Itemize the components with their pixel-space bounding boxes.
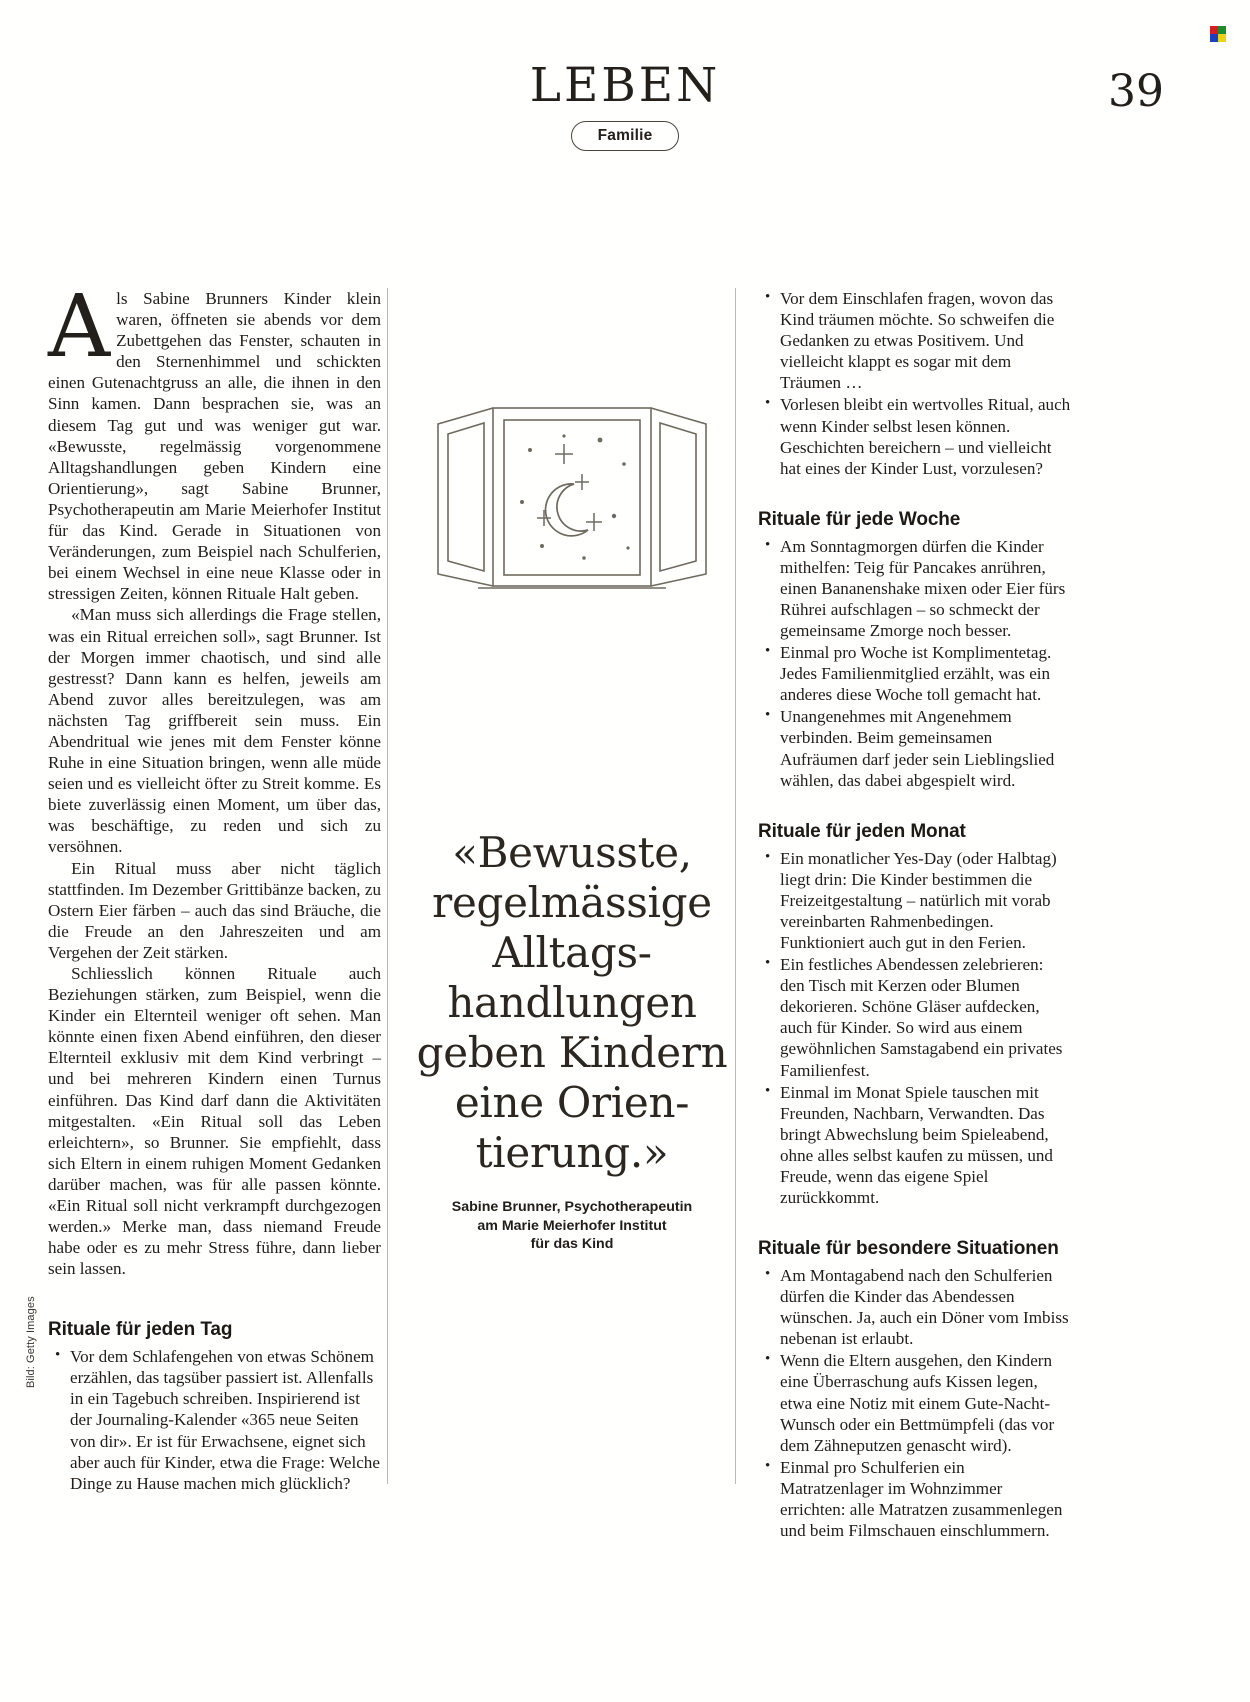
section-heading-jeden-tag: Rituale für jeden Tag: [48, 1319, 233, 1341]
list-item: • Vorlesen bleibt ein wertvolles Ritual, auch wenn Kinder selbst lesen können. Geschichten bereichern – und vielleicht hat eines der Kinder Lust, vorzulesen?: [780, 394, 1071, 478]
pull-quote-line: handlungen: [447, 978, 697, 1027]
page-number: 39: [1108, 66, 1164, 117]
pull-quote-line: «Bewusste,: [452, 828, 692, 877]
column-divider-left: [387, 288, 388, 1484]
section-heading-besondere-situationen: Rituale für besondere Situationen: [758, 1238, 1059, 1260]
pull-quote-block: [414, 828, 730, 1254]
photo-credit: Bild: Getty Images: [25, 1296, 37, 1388]
list-item: • Vor dem Einschlafen fragen, wovon das Kind träumen möchte. So schweifen die Gedanken zu etwas Positivem. Und vielleicht klappt es sogar mit dem Träumen …: [780, 288, 1071, 393]
column-left: [48, 277, 381, 1495]
bullet-list-jeden-tag-cont: [758, 288, 1071, 479]
list-item: • Am Montagabend nach den Schulferien dürfen die Kinder das Abendessen wünschen. Ja, auch ein Döner vom Imbiss nebenan ist erlaubt.: [780, 1265, 1071, 1349]
reg-swatch-red: [1210, 26, 1218, 34]
list-item: • Ein monatlicher Yes-Day (oder Halbtag) liegt drin: Die Kinder bestimmen die Freizeitgestaltung – natürlich mit vorab vereinbarten Rahmenbedingen. Funktioniert auch gut in den Ferien.: [780, 848, 1071, 953]
list-item: • Einmal pro Schulferien ein Matratzenlager im Wohnzimmer errichten: alle Matratzen zusammenlegen und beim Filmschauen einschlummern.: [780, 1457, 1071, 1541]
column-right: [758, 288, 1071, 1542]
article-body: [48, 277, 381, 1279]
bullet-list-jeden-tag: [48, 1346, 381, 1494]
attribution-line: am Marie Meierhofer Institut: [477, 1217, 667, 1234]
registration-color-mark: [1210, 26, 1226, 42]
bullet-list-jede-woche: [758, 536, 1071, 791]
column-divider-right: [735, 288, 736, 1484]
list-item: • Einmal im Monat Spiele tauschen mit Freunden, Nachbarn, Verwandten. Das bringt Abwechslung beim Spieleabend, ohne alles selbst kaufen zu müssen, und Freude, wenn das eigene Spiel zurückkommt.: [780, 1082, 1071, 1209]
section-heading-jede-woche: Rituale für jede Woche: [758, 508, 961, 530]
pull-quote-line: eine Orien-: [454, 1078, 690, 1127]
bullet-list-jeden-monat: [758, 848, 1071, 1209]
list-item: • Unangenehmes mit Angenehmem verbinden. Beim gemeinsamen Aufräumen darf jeder sein Lieblingslied wählen, das dabei abgespielt wird.: [780, 706, 1071, 790]
pull-quote-line: Alltags-: [492, 928, 652, 977]
list-item: • Wenn die Eltern ausgehen, den Kindern eine Überraschung aufs Kissen legen, etwa eine Notiz mit einem Gute-Nacht-Wunsch oder ein Bettmümpfeli (das vor dem Zähneputzen genascht wird).: [780, 1350, 1071, 1455]
lead-paragraph: [48, 277, 381, 604]
section-title: LEBEN: [529, 58, 721, 113]
attribution-line: für das Kind: [530, 1236, 614, 1252]
attribution-line: Sabine Brunner, Psychotherapeutin: [451, 1199, 693, 1215]
reg-swatch-yellow: [1218, 34, 1226, 42]
list-item: • Ein festliches Abendessen zelebrieren: den Tisch mit Kerzen oder Blumen dekorieren. Schöne Gläser aufdecken, auch für Kinder. So wird aus einem gewöhnlichen Samstagabend ein privates Familienfest.: [780, 954, 1071, 1081]
reg-swatch-blue: [1210, 34, 1218, 42]
pull-quote-text: [414, 828, 730, 1178]
lead-paragraph-text: ls Sabine Brunners Kinder klein waren, öffneten sie abends vor dem Zubettgehen das Fenster, schauten in den Sternenhimmel und schickten einen Gutenachtgruss an alle, die ihnen in den Sinn kamen. Dann besprachen sie, was an diesem Tag gut und was weniger gut war. «Bewusste, regelmässig vorgenommene Alltagshandlungen geben Kindern eine Orientierung», sagt Sabine Brunner, Psychotherapeutin am Marie Meierhofer Institut für das Kind. Gerade in Situationen von Veränderungen, zum Beispiel nach Schulferien, bei einem Wechsel in eine neue Klasse oder in stressigen Zeiten, können Rituale Halt geben.: [48, 289, 381, 604]
pull-quote-line: regelmässige: [432, 878, 712, 927]
rubric-badge: Familie: [571, 121, 680, 151]
drop-cap: A: [48, 277, 111, 377]
list-item: • Am Sonntagmorgen dürfen die Kinder mithelfen: Teig für Pancakes anrühren, einen Bananenshake mixen oder Eier fürs Rührei aufschlagen – so schmeckt der gemeinsame Zmorge noch besser.: [780, 536, 1071, 641]
body-paragraph: Schliesslich können Rituale auch Beziehungen stärken, zum Beispiel, wenn die Kinder ein Elternteil weniger oft sehen. Man könnte einen fixen Abend einführen, den dieser Elternteil exklusiv mit dem Kind verbringt – und bei mehreren Kindern einen Turnus einführen. Das Kind darf dann die Aktivitäten mitgestalten. «Ein Ritual soll das Leben erleichtern», so Brunner. Sie empfiehlt, dass sich Eltern in einem ruhigen Moment Gedanken darüber machen, was für alle passen könnte. «Ein Ritual soll nicht verkrampft durchgezogen werden.» Merke man, dass niemand Freude habe oder es zu mehr Stress führe, dann lieber sein lassen.: [48, 964, 381, 1279]
pull-quote-line: geben Kindern: [416, 1028, 728, 1077]
pull-quote-line: tierung.»: [475, 1128, 669, 1177]
list-item: • Einmal pro Woche ist Komplimentetag. Jedes Familienmitglied erzählt, was ein anderes diese Woche toll gemacht hat.: [780, 642, 1071, 705]
window-illustration: [418, 398, 726, 618]
body-paragraph: Ein Ritual muss aber nicht täglich stattfinden. Im Dezember Grittibänze backen, zu Ostern Eier färben – auch das sind Bräuche, die die Freude an den Jahreszeiten und am Vergehen der Zeit stärken.: [48, 858, 381, 962]
masthead: [0, 58, 1250, 151]
section-heading-jeden-monat: Rituale für jeden Monat: [758, 820, 966, 842]
pull-quote-attribution: [414, 1198, 730, 1254]
body-paragraph: «Man muss sich allerdings die Frage stellen, was ein Ritual erreichen soll», sagt Brunner. Ist der Morgen immer chaotisch, und sind alle gestresst? Dann kann es helfen, jeweils am Abend zuvor alles bereitzulegen, was am nächsten Tag griffbereit sein muss. Ein Abendritual wie jenes mit dem Fenster könne Ruhe in eine Situation bringen, wenn alle müde seien und es vielleicht öfter zu Streit komme. Es biete zuverlässig einen Moment, um über das, was beschäftige, zu reden und sich zu versöhnen.: [48, 605, 381, 857]
list-item: • Vor dem Schlafengehen von etwas Schönem erzählen, das tagsüber passiert ist. Allenfalls in ein Tagebuch schreiben. Inspirierend ist der Journaling-Kalender «365 neue Seiten von dir». Er ist für Erwachsene, eignet sich aber auch für Kinder, etwa die Frage: Welche Dinge zu Hause machen mich glücklich?: [70, 1346, 381, 1494]
bullet-list-besondere-situationen: [758, 1265, 1071, 1541]
reg-swatch-green: [1218, 26, 1226, 34]
